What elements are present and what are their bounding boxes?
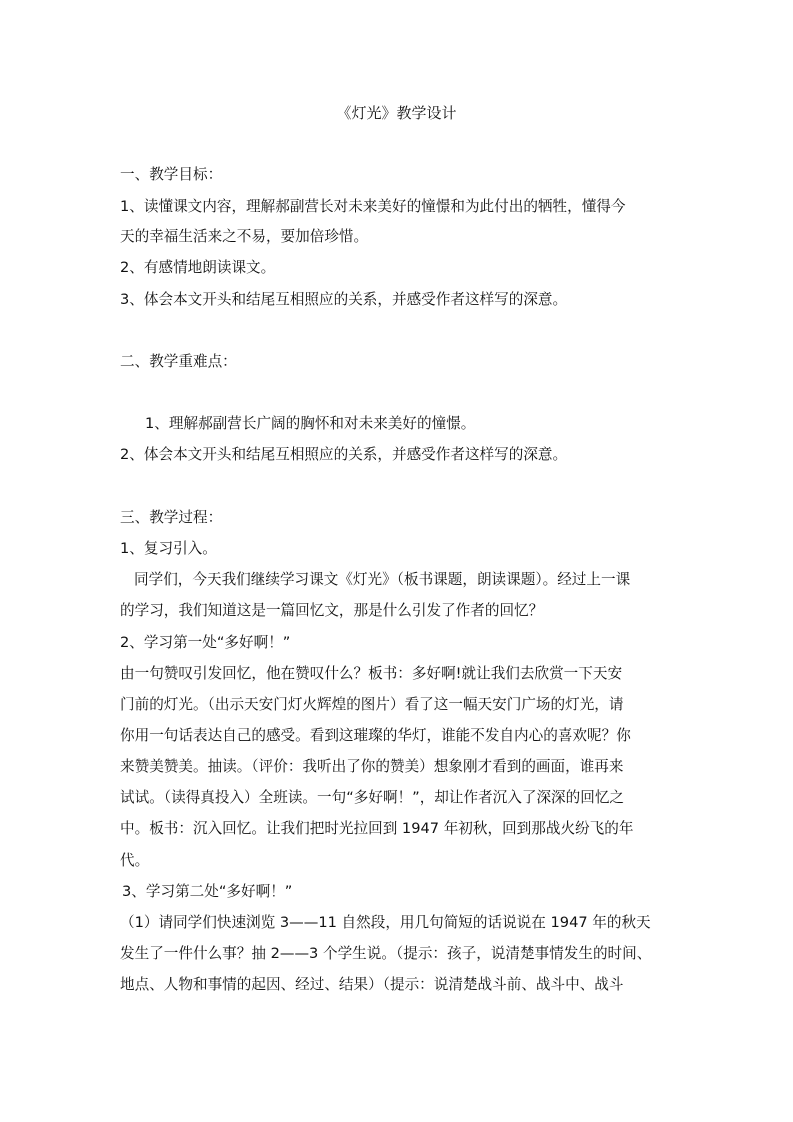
paragraph-line: 来赞美赞美。抽读。（评价：我听出了你的赞美）想象刚才看到的画面，谁再来 xyxy=(120,758,624,775)
paragraph-line: 同学们，今天我们继续学习课文《灯光》（板书课题，朗读课题）。经过上一课 xyxy=(134,571,631,588)
subheading-first: 2、学习第一处“多好啊！” xyxy=(120,634,291,651)
paragraph-line: 由一句赞叹引发回忆，他在赞叹什么？板书：多好啊!就让我们去欣赏一下天安 xyxy=(120,665,623,682)
section-heading-process: 三、教学过程： xyxy=(120,509,223,526)
paragraph-line: （1）请同学们快速浏览 3——11 自然段，用几句简短的话说说在 1947 年的秋天 xyxy=(120,914,651,931)
document-title: 《灯光》教学设计 xyxy=(336,104,457,122)
subheading-second: 3、学习第二处“多好啊！” xyxy=(122,883,293,900)
paragraph-line: 3、体会本文开头和结尾互相照应的关系，并感受作者这样写的深意。 xyxy=(120,291,568,308)
paragraph-line: 2、有感情地朗读课文。 xyxy=(120,259,276,276)
paragraph-line: 发生了一件什么事？抽 2——3 个学生说。（提示：孩子，说清楚事情发生的时间、 xyxy=(120,945,652,962)
section-heading-key-points: 二、教学重难点： xyxy=(120,353,237,370)
paragraph-line: 1、读懂课文内容，理解郝副营长对未来美好的憧憬和为此付出的牺牲，懂得今 xyxy=(120,198,626,215)
paragraph-line: 天的幸福生活来之不易，要加倍珍惜。 xyxy=(120,228,369,245)
paragraph-line: 你用一句话表达自己的感受。看到这璀璨的华灯，谁能不发自内心的喜欢呢？你 xyxy=(120,727,631,744)
section-heading-goals: 一、教学目标： xyxy=(120,166,223,183)
paragraph-line: 的学习，我们知道这是一篇回忆文，那是什么引发了作者的回忆？ xyxy=(120,602,544,619)
paragraph-line: 地点、人物和事情的起因、经过、结果）（提示：说清楚战斗前、战斗中、战斗 xyxy=(120,976,624,993)
paragraph-line: 1、理解郝副营长广阔的胸怀和对未来美好的憧憬。 xyxy=(145,415,476,432)
paragraph-line: 2、体会本文开头和结尾互相照应的关系，并感受作者这样写的深意。 xyxy=(120,446,568,463)
paragraph-line: 中。板书：沉入回忆。让我们把时光拉回到 1947 年初秋，回到那战火纷飞的年 xyxy=(120,820,634,837)
paragraph-line: 门前的灯光。（出示天安门灯火辉煌的图片）看了这一幅天安门广场的灯光，请 xyxy=(120,696,624,713)
paragraph-line: 试试。（读得真投入）全班读。一句“多好啊！”，却让作者沉入了深深的回忆之 xyxy=(120,789,625,806)
subheading-review: 1、复习引入。 xyxy=(120,540,217,557)
paragraph-line: 代。 xyxy=(120,852,150,869)
